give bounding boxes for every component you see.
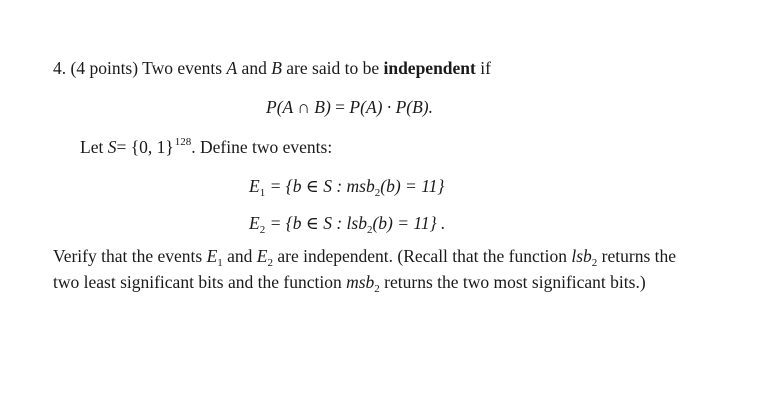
set-definition [80,136,332,161]
event-2-definition [249,212,445,237]
verify-lsb-sub: 2 [591,257,598,269]
let-word: Let [80,137,104,157]
event-2-body-sub: 2 [366,224,373,236]
verify-msb-sub: 2 [374,283,380,295]
intro-mid-text: are said to be [286,58,380,78]
verify-paragraph [53,245,693,297]
event-1-definition [249,175,444,200]
event-2-body-end: (b) = 11} . [372,213,446,233]
verify-text-2: and [227,246,253,266]
verify-msb: msb [346,272,375,292]
verify-e1: E [206,246,218,266]
verify-text-1: Verify that the events [53,246,203,266]
define-text: . Define two events: [191,137,333,157]
equation-lhs: P(A ∩ B) [266,97,331,117]
problem-statement [53,57,491,79]
event-2-body: = {b ∈ S : lsb [269,213,367,233]
event-2-name: E [249,213,260,233]
set-var: S [107,137,117,157]
independence-equation [266,96,433,118]
event-1-body: = {b ∈ S : msb [269,176,375,196]
equation-equals: = [335,97,346,117]
var-a: A [226,58,238,78]
set-value: = {0, 1} [116,137,174,157]
independent-term: independent [383,58,476,78]
verify-text-3: are independent. (Recall that the function [277,246,567,266]
verify-text-5: returns the two most significant bits.) [384,272,646,292]
verify-e1-sub: 1 [217,257,223,269]
event-1-sub: 1 [259,187,266,199]
equation-rhs: P(A) · P(B). [349,97,433,117]
verify-text-4: returns the two least significant bits and the function [53,246,677,292]
intro-post-text: if [480,58,491,78]
intro-text: Two events [142,58,223,78]
verify-e2-sub: 2 [267,257,273,269]
var-b: B [271,58,282,78]
verify-e2: E [256,246,268,266]
verify-lsb: lsb [571,246,592,266]
problem-number: 4. [53,58,67,78]
event-1-body-end: (b) = 11} [380,176,445,196]
event-1-body-sub: 2 [374,187,381,199]
event-2-sub: 2 [259,224,266,236]
event-1-name: E [249,176,260,196]
and-word: and [241,58,267,78]
problem-points: (4 points) [70,58,139,78]
set-exponent: 128 [174,136,192,148]
